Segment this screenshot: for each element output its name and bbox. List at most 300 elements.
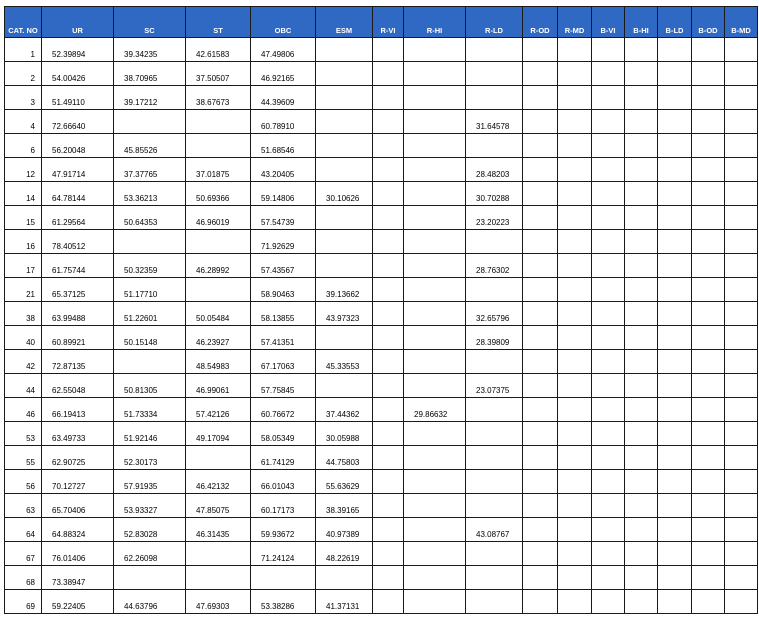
- table-cell: 67.17063: [251, 350, 316, 374]
- table-row: [5, 470, 758, 494]
- table-cell: 30.05988: [316, 422, 373, 446]
- category-number-cell: 38: [5, 302, 42, 326]
- table-cell: [114, 350, 186, 374]
- table-cell: [404, 278, 466, 302]
- table-cell: 56.20048: [42, 134, 114, 158]
- table-cell: [523, 422, 558, 446]
- table-cell: [658, 398, 692, 422]
- table-cell: 65.70406: [42, 494, 114, 518]
- table-cell: [725, 398, 758, 422]
- table-cell: [373, 302, 404, 326]
- table-cell: [692, 470, 725, 494]
- table-cell: [558, 446, 592, 470]
- table-row: [5, 422, 758, 446]
- table-cell: [466, 422, 523, 446]
- table-row: [5, 566, 758, 590]
- table-cell: [725, 518, 758, 542]
- table-cell: [316, 62, 373, 86]
- table-cell: 50.81305: [114, 374, 186, 398]
- table-row: [5, 110, 758, 134]
- table-cell: 28.39809: [466, 326, 523, 350]
- table-cell: 39.34235: [114, 38, 186, 62]
- table-cell: [692, 182, 725, 206]
- table-cell: [592, 470, 625, 494]
- table-cell: [592, 230, 625, 254]
- table-cell: 57.42126: [186, 398, 251, 422]
- table-cell: [592, 350, 625, 374]
- table-cell: [558, 62, 592, 86]
- table-cell: [373, 62, 404, 86]
- table-cell: [523, 494, 558, 518]
- table-cell: [558, 86, 592, 110]
- table-cell: [658, 542, 692, 566]
- table-cell: 73.38947: [42, 566, 114, 590]
- table-cell: [725, 86, 758, 110]
- table-cell: [186, 566, 251, 590]
- table-cell: [725, 278, 758, 302]
- table-cell: [658, 110, 692, 134]
- table-cell: 51.68546: [251, 134, 316, 158]
- table-cell: 43.97323: [316, 302, 373, 326]
- table-cell: [316, 230, 373, 254]
- table-cell: 57.91935: [114, 470, 186, 494]
- table-cell: [373, 494, 404, 518]
- table-cell: [625, 398, 658, 422]
- table-cell: [725, 302, 758, 326]
- table-cell: 23.07375: [466, 374, 523, 398]
- table-cell: [725, 374, 758, 398]
- table-cell: 44.39609: [251, 86, 316, 110]
- table-cell: 46.99061: [186, 374, 251, 398]
- table-cell: [404, 86, 466, 110]
- table-cell: [523, 590, 558, 614]
- table-cell: 53.36213: [114, 182, 186, 206]
- table-cell: [466, 38, 523, 62]
- table-cell: [625, 134, 658, 158]
- table-cell: [558, 590, 592, 614]
- table-cell: 51.17710: [114, 278, 186, 302]
- category-number-cell: 3: [5, 86, 42, 110]
- table-cell: [316, 38, 373, 62]
- table-cell: [373, 254, 404, 278]
- category-number-cell: 44: [5, 374, 42, 398]
- table-cell: [658, 134, 692, 158]
- table-cell: [186, 110, 251, 134]
- table-cell: [692, 38, 725, 62]
- table-cell: [592, 254, 625, 278]
- table-cell: [316, 206, 373, 230]
- table-cell: [373, 398, 404, 422]
- category-number-cell: 55: [5, 446, 42, 470]
- table-cell: [625, 230, 658, 254]
- category-number-cell: 4: [5, 110, 42, 134]
- table-cell: [404, 566, 466, 590]
- table-cell: 52.39894: [42, 38, 114, 62]
- table-cell: [725, 134, 758, 158]
- table-cell: 28.76302: [466, 254, 523, 278]
- table-cell: 50.32359: [114, 254, 186, 278]
- table-cell: 71.24124: [251, 542, 316, 566]
- table-cell: [558, 302, 592, 326]
- table-cell: [625, 254, 658, 278]
- table-cell: 58.05349: [251, 422, 316, 446]
- table-cell: [466, 446, 523, 470]
- table-cell: [658, 278, 692, 302]
- table-cell: [404, 230, 466, 254]
- table-cell: [558, 374, 592, 398]
- table-cell: [404, 350, 466, 374]
- table-cell: 51.22601: [114, 302, 186, 326]
- table-row: [5, 518, 758, 542]
- table-cell: [658, 566, 692, 590]
- table-cell: 64.88324: [42, 518, 114, 542]
- table-cell: 58.13855: [251, 302, 316, 326]
- table-cell: [523, 350, 558, 374]
- table-cell: [625, 350, 658, 374]
- table-cell: [523, 542, 558, 566]
- table-cell: 47.49806: [251, 38, 316, 62]
- table-cell: [404, 302, 466, 326]
- table-cell: 46.23927: [186, 326, 251, 350]
- table-cell: 38.70965: [114, 62, 186, 86]
- table-cell: [404, 374, 466, 398]
- table-cell: [658, 254, 692, 278]
- table-cell: [373, 566, 404, 590]
- category-number-cell: 42: [5, 350, 42, 374]
- table-cell: [373, 446, 404, 470]
- table-row: [5, 182, 758, 206]
- table-cell: [692, 590, 725, 614]
- table-cell: [558, 38, 592, 62]
- table-cell: [592, 542, 625, 566]
- table-cell: [404, 134, 466, 158]
- table-cell: [316, 374, 373, 398]
- table-cell: [658, 158, 692, 182]
- table-cell: [373, 470, 404, 494]
- table-cell: [725, 542, 758, 566]
- table-cell: [592, 134, 625, 158]
- table-cell: 45.85526: [114, 134, 186, 158]
- table-cell: [658, 230, 692, 254]
- column-header-ur: UR: [42, 7, 114, 38]
- table-row: [5, 374, 758, 398]
- table-cell: 47.91714: [42, 158, 114, 182]
- table-cell: [466, 350, 523, 374]
- table-row: [5, 38, 758, 62]
- table-cell: [625, 110, 658, 134]
- table-cell: 66.19413: [42, 398, 114, 422]
- table-cell: 50.05484: [186, 302, 251, 326]
- table-cell: 37.01875: [186, 158, 251, 182]
- column-header-b-md: B-MD: [725, 7, 758, 38]
- table-cell: [523, 326, 558, 350]
- table-cell: [692, 446, 725, 470]
- table-row: [5, 62, 758, 86]
- table-cell: [523, 446, 558, 470]
- table-cell: [658, 182, 692, 206]
- table-cell: 60.76672: [251, 398, 316, 422]
- table-cell: [373, 206, 404, 230]
- table-cell: [558, 278, 592, 302]
- table-cell: 51.49110: [42, 86, 114, 110]
- table-cell: [373, 110, 404, 134]
- table-cell: [523, 110, 558, 134]
- table-cell: [725, 230, 758, 254]
- table-cell: 62.26098: [114, 542, 186, 566]
- category-number-cell: 15: [5, 206, 42, 230]
- table-cell: 60.17173: [251, 494, 316, 518]
- table-cell: 41.37131: [316, 590, 373, 614]
- table-body: [5, 38, 758, 614]
- table-cell: 57.54739: [251, 206, 316, 230]
- table-cell: [725, 422, 758, 446]
- table-cell: 53.93327: [114, 494, 186, 518]
- table-cell: 44.63796: [114, 590, 186, 614]
- table-cell: 29.86632: [404, 398, 466, 422]
- table-cell: [523, 374, 558, 398]
- column-header-b-vi: B-VI: [592, 7, 625, 38]
- column-header-st: ST: [186, 7, 251, 38]
- table-cell: [658, 422, 692, 446]
- table-cell: [592, 206, 625, 230]
- table-cell: [523, 38, 558, 62]
- table-cell: [466, 566, 523, 590]
- table-cell: 39.17212: [114, 86, 186, 110]
- table-cell: [523, 398, 558, 422]
- table-cell: 66.01043: [251, 470, 316, 494]
- table-cell: 59.14806: [251, 182, 316, 206]
- column-header-sc: SC: [114, 7, 186, 38]
- table-cell: 52.30173: [114, 446, 186, 470]
- table-cell: 42.61583: [186, 38, 251, 62]
- table-cell: [592, 302, 625, 326]
- table-cell: [592, 62, 625, 86]
- column-header-r-hi: R-HI: [404, 7, 466, 38]
- table-cell: [692, 134, 725, 158]
- category-number-cell: 63: [5, 494, 42, 518]
- table-row: [5, 206, 758, 230]
- category-number-cell: 69: [5, 590, 42, 614]
- column-header-esm: ESM: [316, 7, 373, 38]
- table-cell: [625, 86, 658, 110]
- table-cell: 48.22619: [316, 542, 373, 566]
- table-cell: [373, 278, 404, 302]
- column-header-obc: OBC: [251, 7, 316, 38]
- table-row: [5, 158, 758, 182]
- table-row: [5, 590, 758, 614]
- table-cell: 65.37125: [42, 278, 114, 302]
- table-cell: [373, 374, 404, 398]
- table-cell: 50.64353: [114, 206, 186, 230]
- table-cell: [625, 446, 658, 470]
- column-header-b-ld: B-LD: [658, 7, 692, 38]
- table-cell: [558, 134, 592, 158]
- table-cell: [523, 230, 558, 254]
- table-cell: [466, 230, 523, 254]
- table-cell: [725, 494, 758, 518]
- table-cell: [725, 446, 758, 470]
- table-cell: 52.83028: [114, 518, 186, 542]
- table-cell: [558, 158, 592, 182]
- table-row: [5, 302, 758, 326]
- table-cell: [251, 566, 316, 590]
- table-cell: [404, 446, 466, 470]
- table-cell: 43.20405: [251, 158, 316, 182]
- column-header-r-od: R-OD: [523, 7, 558, 38]
- table-cell: [725, 206, 758, 230]
- table-cell: [692, 278, 725, 302]
- table-cell: 70.12727: [42, 470, 114, 494]
- table-cell: [523, 278, 558, 302]
- table-cell: 44.75803: [316, 446, 373, 470]
- table-cell: 30.70288: [466, 182, 523, 206]
- table-cell: 59.93672: [251, 518, 316, 542]
- table-cell: [523, 62, 558, 86]
- table-cell: 28.48203: [466, 158, 523, 182]
- table-cell: 61.75744: [42, 254, 114, 278]
- table-cell: [373, 590, 404, 614]
- table-row: [5, 398, 758, 422]
- table-cell: [404, 38, 466, 62]
- table-cell: 72.87135: [42, 350, 114, 374]
- column-header-r-ld: R-LD: [466, 7, 523, 38]
- category-number-cell: 2: [5, 62, 42, 86]
- table-cell: [466, 494, 523, 518]
- table-cell: [404, 518, 466, 542]
- table-cell: [373, 326, 404, 350]
- table-cell: [558, 182, 592, 206]
- table-cell: [625, 422, 658, 446]
- table-cell: [658, 446, 692, 470]
- table-cell: 46.96019: [186, 206, 251, 230]
- table-cell: 57.75845: [251, 374, 316, 398]
- table-cell: [725, 182, 758, 206]
- table-cell: [692, 350, 725, 374]
- table-cell: [466, 590, 523, 614]
- table-cell: [466, 86, 523, 110]
- table-cell: [625, 494, 658, 518]
- table-cell: [625, 278, 658, 302]
- table-cell: [625, 206, 658, 230]
- table-cell: [592, 182, 625, 206]
- table-cell: [658, 62, 692, 86]
- table-cell: [404, 62, 466, 86]
- table-cell: [186, 446, 251, 470]
- table-cell: [692, 374, 725, 398]
- table-cell: [725, 566, 758, 590]
- table-cell: [625, 326, 658, 350]
- table-cell: [523, 86, 558, 110]
- table-row: [5, 254, 758, 278]
- table-cell: [373, 422, 404, 446]
- table-cell: [373, 158, 404, 182]
- category-number-cell: 67: [5, 542, 42, 566]
- table-cell: [316, 110, 373, 134]
- table-cell: [625, 374, 658, 398]
- table-cell: [658, 206, 692, 230]
- table-cell: [186, 230, 251, 254]
- table-cell: [466, 278, 523, 302]
- table-cell: [558, 470, 592, 494]
- table-cell: [404, 542, 466, 566]
- table-cell: 48.54983: [186, 350, 251, 374]
- category-number-cell: 14: [5, 182, 42, 206]
- table-cell: [625, 38, 658, 62]
- table-cell: [316, 86, 373, 110]
- category-number-cell: 21: [5, 278, 42, 302]
- table-cell: [692, 254, 725, 278]
- table-cell: [592, 518, 625, 542]
- column-header-r-vi: R-VI: [373, 7, 404, 38]
- table-cell: [404, 422, 466, 446]
- table-cell: 45.33553: [316, 350, 373, 374]
- table-cell: [404, 494, 466, 518]
- table-cell: [373, 518, 404, 542]
- table-cell: [186, 542, 251, 566]
- table-cell: [558, 518, 592, 542]
- table-cell: [558, 206, 592, 230]
- table-cell: [373, 38, 404, 62]
- table-cell: 62.90725: [42, 446, 114, 470]
- table-cell: 39.13662: [316, 278, 373, 302]
- table-cell: [692, 302, 725, 326]
- table-cell: [523, 254, 558, 278]
- table-cell: [316, 326, 373, 350]
- table-cell: [625, 542, 658, 566]
- table-cell: [658, 470, 692, 494]
- table-cell: 37.44362: [316, 398, 373, 422]
- table-cell: 23.20223: [466, 206, 523, 230]
- table-cell: 32.65796: [466, 302, 523, 326]
- table-cell: 72.66640: [42, 110, 114, 134]
- table-cell: [592, 110, 625, 134]
- table-cell: [658, 374, 692, 398]
- table-cell: [625, 518, 658, 542]
- table-cell: 57.41351: [251, 326, 316, 350]
- table-cell: [658, 38, 692, 62]
- table-row: [5, 446, 758, 470]
- table-cell: [658, 590, 692, 614]
- category-number-cell: 6: [5, 134, 42, 158]
- table-cell: 40.97389: [316, 518, 373, 542]
- table-cell: [658, 518, 692, 542]
- table-row: [5, 350, 758, 374]
- table-cell: [625, 182, 658, 206]
- table-cell: [316, 566, 373, 590]
- table-cell: 46.92165: [251, 62, 316, 86]
- table-cell: [592, 158, 625, 182]
- table-row: [5, 134, 758, 158]
- table-cell: [523, 302, 558, 326]
- table-cell: [692, 422, 725, 446]
- table-cell: [725, 110, 758, 134]
- table-cell: [404, 470, 466, 494]
- table-cell: [725, 326, 758, 350]
- table-cell: [558, 326, 592, 350]
- table-cell: 38.39165: [316, 494, 373, 518]
- table-cell: [725, 590, 758, 614]
- header-row: [5, 7, 758, 38]
- cutoff-marks-table: [4, 6, 758, 614]
- table-cell: [692, 230, 725, 254]
- table-cell: [592, 566, 625, 590]
- table-cell: [658, 86, 692, 110]
- table-cell: 63.99488: [42, 302, 114, 326]
- table-cell: [692, 398, 725, 422]
- category-number-cell: 1: [5, 38, 42, 62]
- table-cell: [114, 230, 186, 254]
- table-cell: [523, 182, 558, 206]
